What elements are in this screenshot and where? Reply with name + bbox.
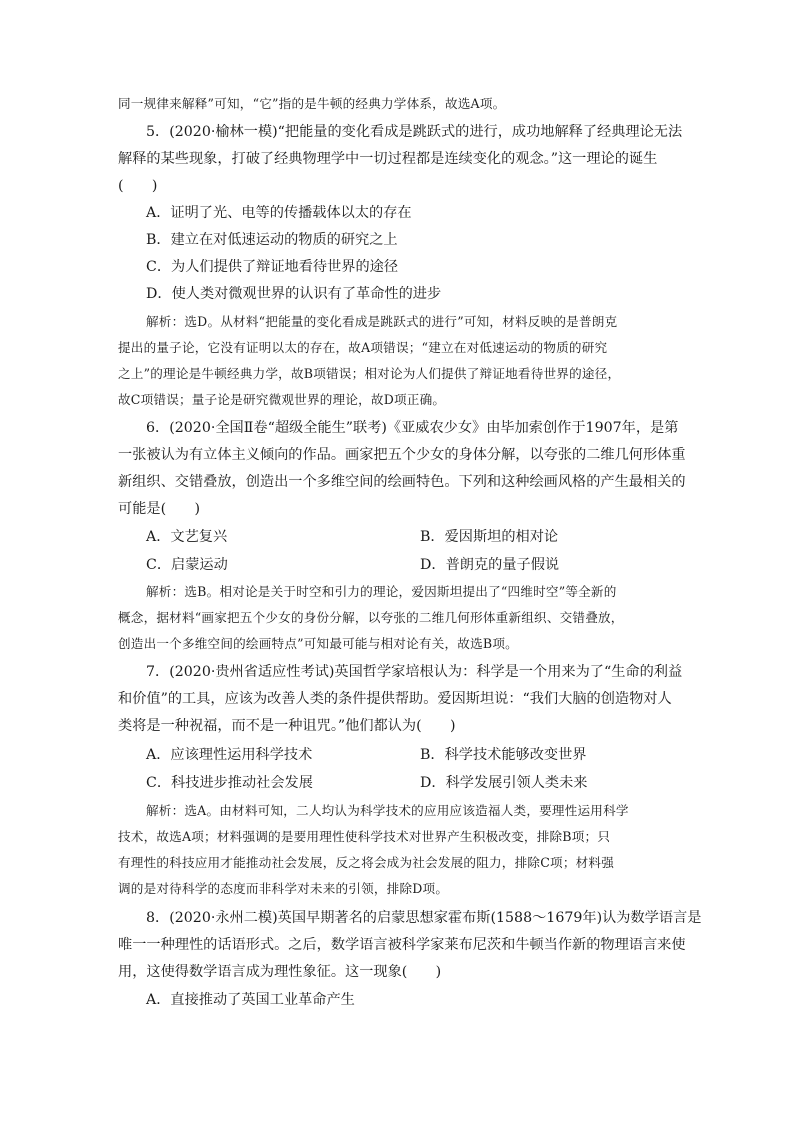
question-5-analysis: 解析：选D。从材料“把能量的变化看成是跳跃式的进行”可知，材料反映的是普朗克 (146, 314, 618, 329)
question-5-stem: 5．(2020·榆林一模)“把能量的变化看成是跳跃式的进行，成功地解释了经典理论无法 (146, 124, 683, 140)
question-8-stem: 用，这使得数学语言成为理性象征。这一现象( ) (118, 964, 442, 980)
question-5-option-d: D．使人类对微观世界的认识有了革命性的进步 (146, 286, 442, 302)
text-line: 同一规律来解释”可知，“它”指的是牛顿的经典力学体系，故选A项。 (118, 96, 506, 111)
question-8-option-a: A．直接推动了英国工业革命产生 (146, 992, 355, 1008)
question-5-option-a: A．证明了光、电等的传播载体以太的存在 (146, 205, 412, 221)
question-8-stem: 8．(2020·永州二模)英国早期著名的启蒙思想家霍布斯(1588～1679年)认为数学语言是 (146, 910, 702, 926)
question-7-stem: 7．(2020·贵州省适应性考试)英国哲学家培根认为：科学是一个用来为了“生命的利益 (146, 664, 683, 680)
question-7-stem: 和价值”的工具，应该为改善人类的条件提供帮助。爱因斯坦说：“我们大脑的创造物对人 (118, 691, 672, 707)
question-6-option-b: B．爱因斯坦的相对论 (420, 529, 559, 545)
question-5-option-b: B．建立在对低速运动的物质的研究之上 (146, 232, 398, 248)
question-6-analysis: 解析：选B。相对论是关于时空和引力的理论，爱因斯坦提出了“四维时空”等全新的 (146, 584, 617, 599)
question-8-stem: 唯一一种理性的话语形式。之后，数学语言被科学家莱布尼茨和牛顿当作新的物理语言来使 (118, 937, 686, 953)
question-5-stem: 解释的某些现象，打破了经典物理学中一切过程都是连续变化的观念。”这一理论的诞生 (118, 151, 658, 167)
question-6-stem: 新组织、交错叠放，创造出一个多维空间的绘画特色。下列和这种绘画风格的产生最相关的 (118, 474, 686, 490)
question-6-stem: 可能是( ) (118, 501, 201, 517)
question-6-option-d: D．普朗克的量子假说 (420, 557, 560, 573)
question-5-analysis: 之上”的理论是牛顿经典力学，故B项错误；相对论为人们提供了辩证地看待世界的途径， (118, 366, 621, 381)
question-6-stem: 6．(2020·全国Ⅱ卷“超级全能生”联考)《亚威农少女》由毕加索创作于1907年，是第 (146, 420, 679, 436)
question-6-stem: 一张被认为有立体主义倾向的作品。画家把五个少女的身体分解，以夸张的二维几何形体重 (118, 447, 686, 463)
question-5-analysis: 故C项错误；量子论是研究微观世界的理论，故D项正确。 (118, 392, 446, 407)
question-6-option-a: A．文艺复兴 (146, 529, 228, 545)
question-7-analysis: 调的是对待科学的态度而非科学对未来的引领，排除D项。 (118, 881, 449, 896)
question-7-option-a: A．应该理性运用科学技术 (146, 747, 313, 763)
question-7-analysis: 技术，故选A项；材料强调的是要用理性使科学技术对世界产生积极改变，排除B项；只 (118, 829, 611, 844)
question-5-option-c: C．为人们提供了辩证地看待世界的途径 (146, 259, 399, 275)
question-6-analysis: 概念，据材料“画家把五个少女的身份分解，以夸张的二维几何形体重新组织、交错叠放， (118, 610, 624, 625)
question-5-stem: ( ) (118, 178, 158, 194)
question-5-analysis: 提出的量子论，它没有证明以太的存在，故A项错误；“建立在对低速运动的物质的研究 (118, 340, 608, 355)
question-7-option-b: B．科学技术能够改变世界 (420, 747, 587, 763)
question-7-option-c: C．科技进步推动社会发展 (146, 775, 313, 791)
question-7-stem: 类将是一种祝福，而不是一种诅咒。”他们都认为( ) (118, 718, 456, 734)
question-6-option-c: C．启蒙运动 (146, 557, 228, 573)
question-7-option-d: D．科学发展引领人类未来 (420, 775, 588, 791)
question-6-analysis: 创造出一个多维空间的绘画特点”可知最可能与相对论有关，故选B项。 (118, 636, 518, 651)
question-7-analysis: 有理性的科技应用才能推动社会发展，反之将会成为社会发展的阻力，排除C项；材料强 (118, 855, 614, 870)
question-7-analysis: 解析：选A。由材料可知，二人均认为科学技术的应用应该造福人类，要理性运用科学 (146, 803, 629, 818)
